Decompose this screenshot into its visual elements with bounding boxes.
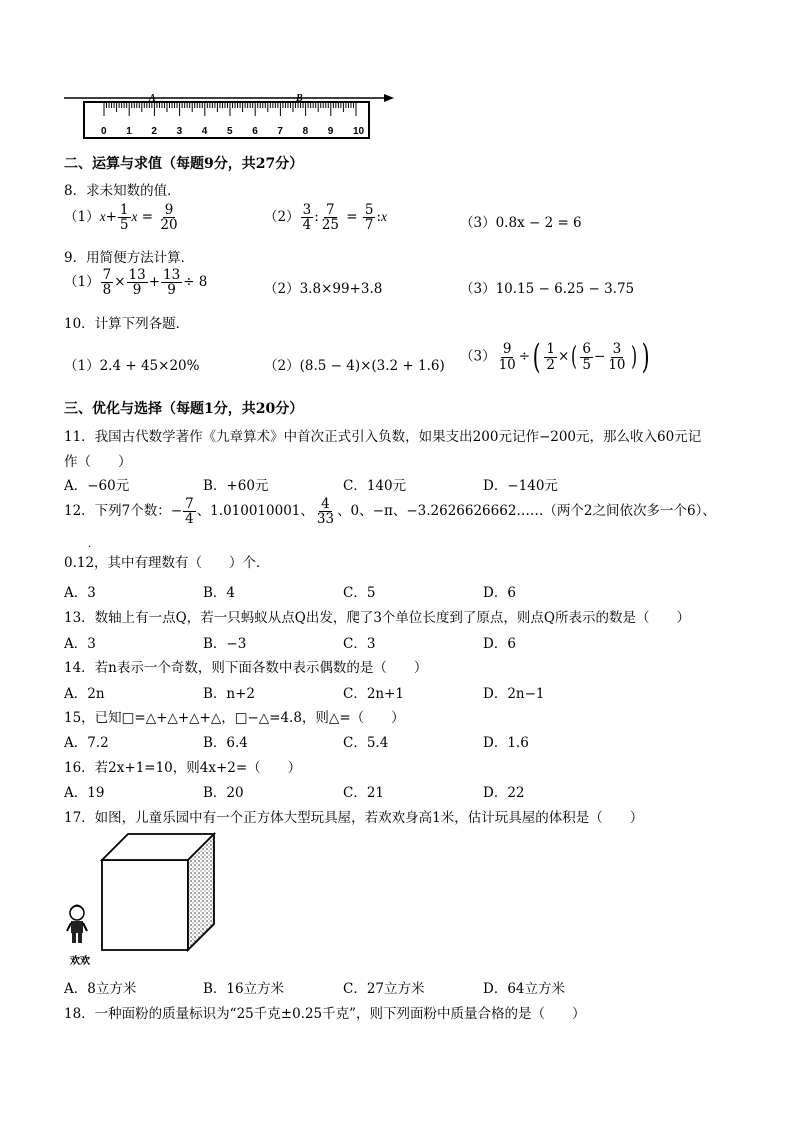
q16-stem: 16．若2x+1=10，则4x+2=（ ） [64, 760, 302, 776]
q10-p2-label: （2） [264, 358, 300, 374]
q9-text: 用简便方法计算． [86, 250, 195, 266]
q9-part3 [460, 277, 634, 297]
q12-line2: 0.12，其中有理数有（ ）个． [64, 555, 270, 571]
ruler-tick-label: 1 [126, 126, 132, 137]
q9-part1: （1） $\frac{7}{8}$ × $\frac{13}{9}$ + $\frac{13}{9}$ ÷ 8 [64, 267, 208, 299]
q9-p3-expr: 10.15 − 6.25 − 3.75 [495, 281, 635, 297]
ruler-tick-label: 10 [353, 126, 365, 137]
q16-option-a: A．19 [64, 785, 105, 801]
q17-option-a: A．8立方米 [64, 981, 137, 997]
q12-mid: 、1.010010001、 [196, 503, 314, 520]
q17-option-b: B．16立方米 [203, 981, 285, 997]
ruler-tick-label: 5 [227, 126, 233, 137]
q9-part2 [264, 277, 382, 297]
q8-part1: （1）x+ $\frac{1}{5}$ x = $\frac{9}{20}$ [64, 202, 178, 234]
q10-p2-expr: (8.5 − 4)×(3.2 + 1.6) [299, 358, 445, 374]
q10-part3: （3） $\frac{9}{10}$ ÷( $\frac{1}{2}$ ×( $\frac{6}{5}$ − $\frac{3}{10}$ ) ) [460, 337, 650, 377]
q9-p2-expr: 3.8×99+3.8 [299, 281, 383, 297]
q11-option-c: C．140元 [343, 478, 407, 494]
q8-stem [64, 179, 181, 199]
q16-option-c: C．21 [343, 785, 385, 801]
q12-prefix: 12．下列7个数：− [64, 503, 183, 520]
q10-part1 [64, 354, 199, 374]
q14-option-d: D．2n−1 [483, 686, 545, 702]
repeating-decimal-dot: · [88, 542, 92, 553]
q9-stem [64, 246, 194, 266]
q11-line2: 作（ ） [64, 454, 132, 470]
q11-line1: 11．我国古代数学著作《九章算术》中首次正式引入负数，如果支出200元记作−200元，那么收入60元记 [64, 429, 702, 445]
point-a-label: A [149, 93, 156, 104]
q15-option-b: B．6.4 [203, 735, 248, 751]
q13-option-c: C．3 [343, 636, 376, 652]
q15-option-c: C．5.4 [343, 735, 389, 751]
ruler-tick-label: 4 [201, 126, 208, 137]
ruler-tick-label: 9 [327, 126, 334, 137]
q17-option-d: D．64立方米 [483, 981, 566, 997]
q12-option-a: A．3 [64, 585, 96, 601]
q8-p1-label: （1） [64, 209, 100, 226]
q16-option-d: D．22 [483, 785, 525, 801]
child-huanhuan-icon [67, 905, 87, 944]
q10-p3-label: （3） [460, 348, 496, 365]
ruler-tick-label: 6 [252, 126, 258, 137]
cube-front-face [102, 860, 188, 950]
q10-stem [64, 312, 189, 332]
section-2-title: 二、运算与求值（每题9分，共27分） [64, 156, 304, 172]
q14-option-a: A．2n [64, 686, 105, 702]
q12-option-d: D．6 [483, 585, 516, 601]
q11-option-b: B．+60元 [203, 478, 269, 494]
q8-text: 求未知数的值． [86, 183, 181, 199]
q13-option-d: D．6 [483, 636, 516, 652]
q8-number: 8． [64, 183, 87, 199]
ruler-tick-label: 2 [151, 126, 157, 137]
point-b-label: B [296, 93, 303, 104]
q15-option-d: D．1.6 [483, 735, 529, 751]
q15-stem: 15，已知□=△+△+△+△，□−△=4.8，则△=（ ） [64, 710, 405, 726]
number-line-ruler-figure [64, 90, 394, 142]
section-3-title: 三、优化与选择（每题1分，共20分） [64, 401, 304, 417]
q12-option-c: C．5 [343, 585, 376, 601]
q8-part3 [460, 211, 582, 231]
q12-option-b: B．4 [203, 585, 236, 601]
q12-line1: 12．下列7个数：− $\frac{7}{4}$ 、1.010010001、 $\frac{4}{33}$ 、0、−π、−3.2626626662……（两个2之间依次多一个6）、 [64, 496, 716, 528]
q9-p2-label: （2） [264, 281, 300, 297]
q8-p3-label: （3） [460, 215, 496, 231]
q15-option-a: A．7.2 [64, 735, 109, 751]
q11-option-a: A．−60元 [64, 478, 130, 494]
q17-option-c: C．27立方米 [343, 981, 425, 997]
figure-label-huanhuan: 欢欢 [70, 956, 90, 967]
q10-text: 计算下列各题． [94, 316, 190, 332]
q11-option-d: D．−140元 [483, 478, 558, 494]
q16-option-b: B．20 [203, 785, 244, 801]
q8-p2-label: （2） [264, 209, 300, 226]
q9-p3-label: （3） [460, 281, 496, 297]
ruler-tick-label: 3 [176, 126, 183, 137]
q8-part2: （2） $\frac{3}{4}$ : $\frac{7}{25}$ = $\frac{5}{7}$ :x [264, 202, 387, 234]
q10-p1-label: （1） [64, 358, 100, 374]
q13-option-a: A．3 [64, 636, 96, 652]
q18-stem: 18．一种面粉的质量标识为“25千克±0.25千克”，则下列面粉中质量合格的是（ ） [64, 1006, 586, 1022]
q12-tail: 、0、−π、−3.2626626662……（两个2之间依次多一个6）、 [337, 503, 716, 520]
q8-p3-expr: 0.8x − 2 = 6 [495, 215, 582, 231]
q14-stem: 14．若n表示一个奇数，则下面各数中表示偶数的是（ ） [64, 660, 428, 676]
q14-option-b: B．n+2 [203, 686, 256, 702]
ruler-tick-label: 8 [302, 126, 309, 137]
q13-option-b: B．−3 [203, 636, 247, 652]
ruler-tick-label: 7 [277, 126, 283, 137]
q13-stem: 13．数轴上有一点Q，若一只蚂蚁从点Q出发，爬了3个单位长度到了原点，则点Q所表示的数是（ ） [64, 610, 690, 626]
q9-number: 9． [64, 250, 87, 266]
q10-part2 [264, 354, 445, 374]
q10-number: 10． [64, 316, 95, 332]
ruler-tick-label: 0 [101, 126, 107, 137]
q14-option-c: C．2n+1 [343, 686, 405, 702]
cube-playhouse-figure [62, 828, 232, 970]
q17-stem: 17．如图，儿童乐园中有一个正方体大型玩具屋，若欢欢身高1米，估计玩具屋的体积是（ ） [64, 810, 644, 826]
q10-p1-expr: 2.4 + 45×20% [99, 358, 200, 374]
q9-p1-label: （1） [64, 274, 100, 291]
